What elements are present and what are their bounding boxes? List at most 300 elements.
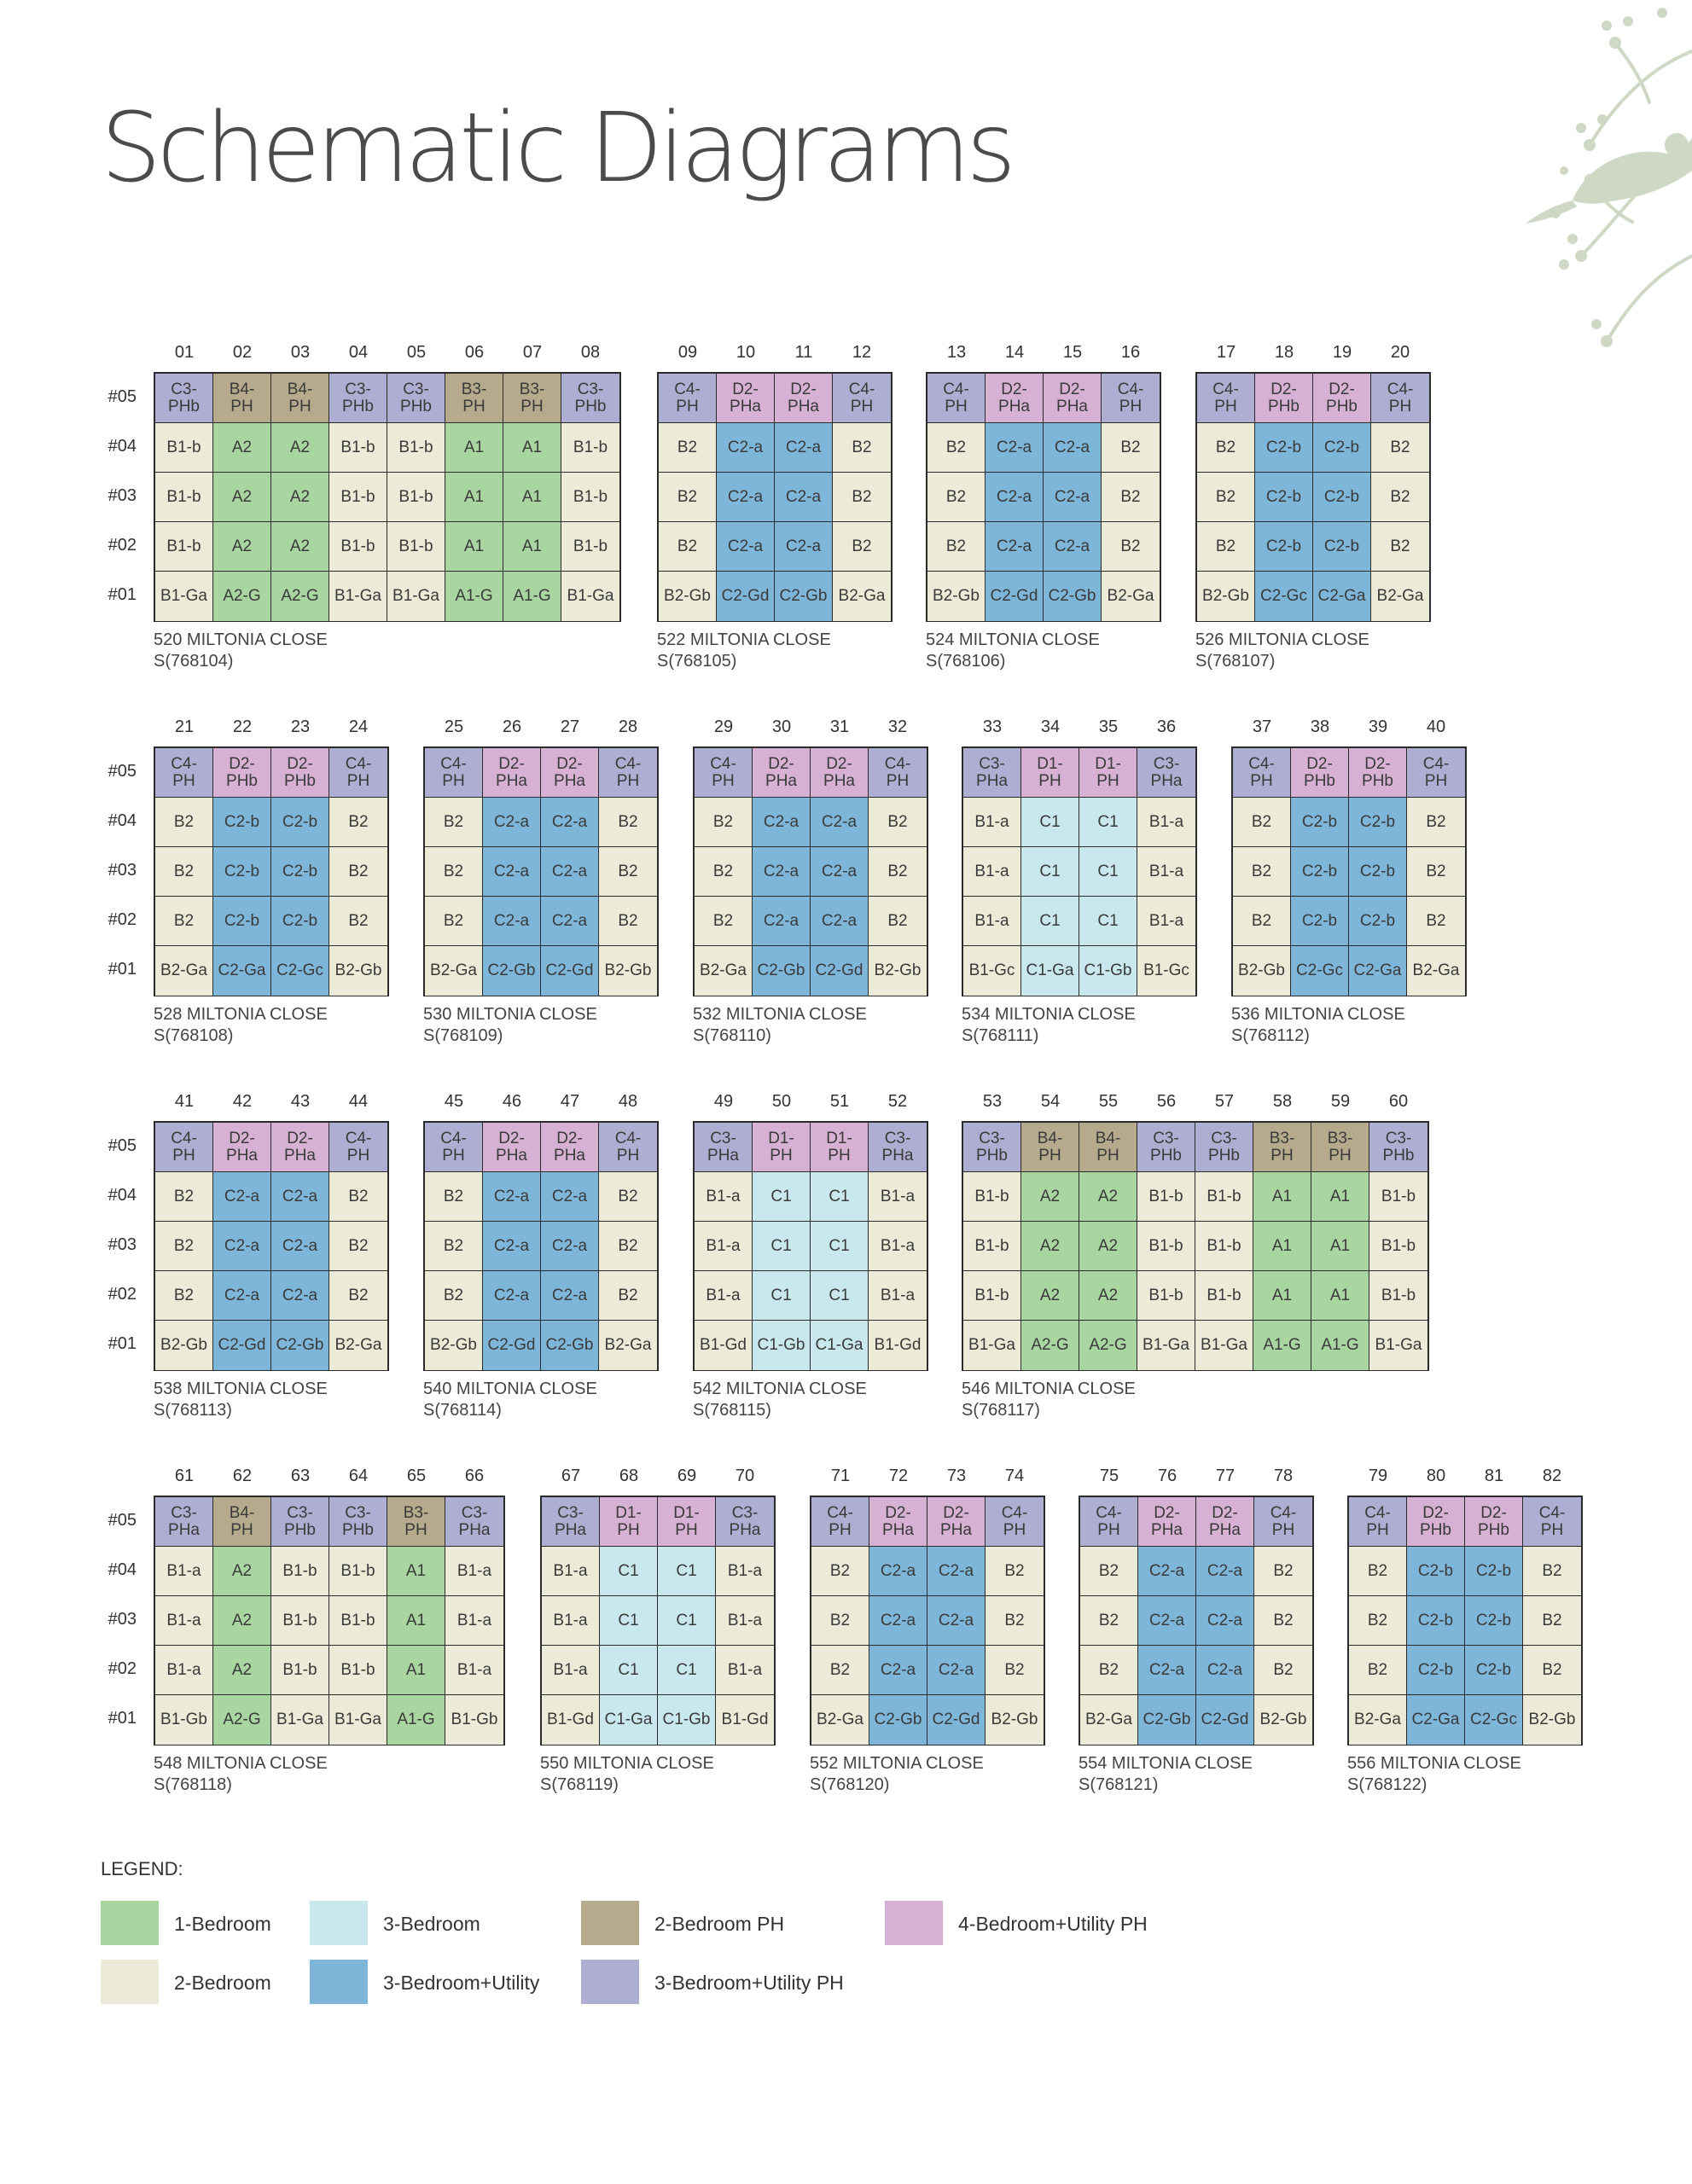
ground-unit-cell: C1-Gb [753, 1321, 811, 1370]
penthouse-cell: B3- PH [1311, 1123, 1369, 1172]
street-address: 546 MILTONIA CLOSE [962, 1380, 1136, 1398]
ground-unit-cell: A2-G [271, 572, 329, 621]
unit-cell: C2-a [811, 798, 869, 847]
unit-cell: B2 [599, 1271, 657, 1321]
unit-cell: B2 [599, 1222, 657, 1271]
penthouse-cell: C4- PH [155, 1123, 213, 1172]
penthouse-cell: D2- PHa [869, 1497, 927, 1547]
block-address [540, 1753, 714, 1796]
block-address [1231, 1004, 1405, 1047]
penthouse-cell: C4- PH [986, 1497, 1044, 1547]
unit-cell: A1 [1253, 1172, 1311, 1222]
postal-code: S(768108) [154, 1026, 234, 1045]
unit-cell: C2-a [1044, 522, 1102, 572]
unit-cell: B2 [155, 1172, 213, 1222]
ground-unit-cell: B2-Ga [695, 946, 753, 996]
unit-cell: C2-a [541, 1271, 599, 1321]
penthouse-cell: C3- PHa [1137, 748, 1195, 798]
unit-cell: B1-b [329, 522, 387, 572]
unit-number: 27 [560, 717, 580, 736]
unit-number: 58 [1272, 1092, 1293, 1111]
ground-unit-cell: B2-Ga [1371, 572, 1429, 621]
penthouse-cell: D2- PHa [1196, 1497, 1254, 1547]
penthouse-cell: B3- PH [445, 374, 503, 423]
ground-unit-cell: A2-G [213, 572, 271, 621]
unit-number: 04 [348, 343, 369, 362]
unit-cell: A1 [1253, 1222, 1311, 1271]
unit-cell: C2-a [775, 522, 833, 572]
unit-cell: C1 [1021, 798, 1079, 847]
ground-unit-cell: B2-Ga [1349, 1695, 1407, 1745]
unit-grid [962, 746, 1197, 996]
unit-cell: C1 [1079, 847, 1137, 897]
floor-label: #01 [108, 960, 137, 979]
unit-cell: A1 [1311, 1172, 1369, 1222]
unit-cell: B2 [811, 1596, 869, 1646]
unit-number: 29 [713, 717, 734, 736]
unit-cell: C1 [1079, 897, 1137, 946]
unit-grid [962, 1121, 1429, 1371]
unit-cell: A2 [271, 473, 329, 522]
street-address: 554 MILTONIA CLOSE [1079, 1754, 1253, 1773]
postal-code: S(768109) [423, 1026, 503, 1045]
unit-cell: C1 [753, 1172, 811, 1222]
unit-cell: B1-a [445, 1547, 503, 1596]
penthouse-cell: C4- PH [1197, 374, 1255, 423]
unit-cell: C2-a [717, 522, 775, 572]
penthouse-cell: C3- PHb [271, 1497, 329, 1547]
unit-cell: A2 [1079, 1172, 1137, 1222]
unit-cell: C2-a [541, 847, 599, 897]
unit-number: 65 [406, 1467, 427, 1485]
floor-label: #05 [108, 1136, 137, 1155]
unit-cell: B1-b [561, 423, 619, 473]
ground-unit-cell: B2-Gb [329, 946, 387, 996]
ground-unit-cell: C2-Gd [927, 1695, 986, 1745]
unit-cell: B1-b [155, 522, 213, 572]
unit-cell: B1-b [1195, 1222, 1253, 1271]
unit-cell: B2 [927, 473, 986, 522]
unit-number: 48 [618, 1092, 638, 1111]
penthouse-cell: D2- PHa [213, 1123, 271, 1172]
floor-label: #04 [108, 1560, 137, 1579]
unit-cell: A2 [271, 423, 329, 473]
postal-code: S(768106) [926, 652, 1006, 671]
unit-cell: B1-a [963, 897, 1021, 946]
unit-number: 36 [1156, 717, 1177, 736]
street-address: 538 MILTONIA CLOSE [154, 1380, 328, 1398]
ground-unit-cell: A2-G [1021, 1321, 1079, 1370]
penthouse-cell: D2- PHa [483, 1123, 541, 1172]
unit-cell: C2-b [1465, 1646, 1523, 1695]
unit-cell: B2 [599, 897, 657, 946]
penthouse-cell: D1- PH [600, 1497, 658, 1547]
unit-grid [154, 1496, 505, 1745]
unit-cell: B2 [833, 522, 891, 572]
unit-cell: C2-a [213, 1172, 271, 1222]
street-address: 522 MILTONIA CLOSE [657, 630, 831, 649]
unit-number: 78 [1273, 1467, 1294, 1485]
unit-cell: B2 [1407, 798, 1465, 847]
penthouse-cell: D2- PHb [1255, 374, 1313, 423]
ground-unit-cell: C2-Ga [1313, 572, 1371, 621]
unit-number: 03 [290, 343, 311, 362]
unit-cell: B1-a [716, 1547, 774, 1596]
penthouse-cell: B3- PH [387, 1497, 445, 1547]
postal-code: S(768114) [423, 1401, 502, 1420]
penthouse-cell: C4- PH [659, 374, 717, 423]
unit-cell: B1-b [1369, 1271, 1427, 1321]
penthouse-cell: C3- PHb [155, 374, 213, 423]
unit-cell: B1-a [542, 1547, 600, 1596]
unit-grid [154, 372, 621, 622]
unit-number: 79 [1368, 1467, 1388, 1485]
unit-number: 09 [677, 343, 698, 362]
ground-unit-cell: B2-Gb [1523, 1695, 1581, 1745]
penthouse-cell: C4- PH [599, 1123, 657, 1172]
unit-number: 60 [1388, 1092, 1409, 1111]
unit-cell: C1 [658, 1547, 716, 1596]
ground-unit-cell: C2-Ga [1407, 1695, 1465, 1745]
ground-unit-cell: C2-Gd [717, 572, 775, 621]
ground-unit-cell: C2-Gd [541, 946, 599, 996]
penthouse-cell: D2- PHa [811, 748, 869, 798]
unit-grid [1079, 1496, 1314, 1745]
unit-cell: C2-a [775, 473, 833, 522]
unit-grid [423, 1121, 659, 1371]
unit-number: 12 [852, 343, 872, 362]
unit-number: 76 [1157, 1467, 1177, 1485]
unit-number: 50 [771, 1092, 792, 1111]
unit-number: 59 [1330, 1092, 1351, 1111]
ground-unit-cell: B1-Gd [695, 1321, 753, 1370]
penthouse-cell: C4- PH [1371, 374, 1429, 423]
unit-number: 08 [580, 343, 601, 362]
unit-cell: B1-a [716, 1646, 774, 1695]
unit-cell: C2-a [811, 897, 869, 946]
floor-label: #03 [108, 1610, 137, 1629]
street-address: 540 MILTONIA CLOSE [423, 1380, 597, 1398]
penthouse-cell: C4- PH [1102, 374, 1160, 423]
block-schematic [1079, 1467, 1314, 1820]
unit-number: 61 [174, 1467, 195, 1485]
unit-cell: C2-b [1313, 423, 1371, 473]
unit-number: 25 [444, 717, 464, 736]
block-schematic [154, 1467, 505, 1820]
unit-cell: C2-b [1349, 897, 1407, 946]
unit-cell: B2 [425, 1172, 483, 1222]
legend-swatch [101, 1960, 159, 2004]
unit-cell: A1 [1311, 1222, 1369, 1271]
unit-cell: B1-a [1137, 897, 1195, 946]
ground-unit-cell: C2-Gb [753, 946, 811, 996]
unit-cell: B2 [425, 1271, 483, 1321]
unit-cell: B1-b [155, 473, 213, 522]
unit-number: 35 [1098, 717, 1119, 736]
legend-label: 3-Bedroom [383, 1913, 480, 1935]
unit-number: 57 [1214, 1092, 1235, 1111]
unit-cell: C1 [600, 1646, 658, 1695]
unit-cell: B2 [1254, 1646, 1312, 1695]
unit-cell: B1-b [1137, 1172, 1195, 1222]
postal-code: S(768119) [540, 1775, 619, 1794]
unit-cell: B2 [811, 1646, 869, 1695]
ground-unit-cell: C1-Ga [1021, 946, 1079, 996]
unit-cell: B2 [1254, 1596, 1312, 1646]
unit-number: 80 [1426, 1467, 1446, 1485]
unit-cell: B2 [659, 473, 717, 522]
penthouse-cell: C3- PHa [695, 1123, 753, 1172]
unit-cell: B1-a [155, 1646, 213, 1695]
block-schematic [693, 717, 928, 1071]
block-address [154, 1379, 328, 1421]
penthouse-cell: D2- PHa [541, 1123, 599, 1172]
floor-label: #05 [108, 762, 137, 781]
penthouse-cell: B4- PH [1021, 1123, 1079, 1172]
unit-number: 82 [1542, 1467, 1562, 1485]
unit-cell: A2 [213, 1646, 271, 1695]
unit-cell: C1 [811, 1271, 869, 1321]
penthouse-cell: C4- PH [155, 748, 213, 798]
ground-unit-cell: B1-Ga [561, 572, 619, 621]
unit-cell: B2 [1407, 847, 1465, 897]
block-address [657, 630, 831, 672]
street-address: 556 MILTONIA CLOSE [1347, 1754, 1521, 1773]
unit-number: 81 [1484, 1467, 1504, 1485]
unit-cell: B1-b [963, 1271, 1021, 1321]
penthouse-cell: D2- PHb [1349, 748, 1407, 798]
postal-code: S(768120) [810, 1775, 890, 1794]
unit-number: 38 [1310, 717, 1330, 736]
unit-cell: B2 [1080, 1547, 1138, 1596]
unit-cell: B2 [1523, 1596, 1581, 1646]
unit-cell: C1 [600, 1596, 658, 1646]
unit-cell: B2 [869, 897, 927, 946]
street-address: 552 MILTONIA CLOSE [810, 1754, 984, 1773]
legend-label: 2-Bedroom [174, 1972, 271, 1994]
unit-cell: B1-b [329, 1547, 387, 1596]
unit-number: 31 [829, 717, 850, 736]
ground-unit-cell: C2-Gb [869, 1695, 927, 1745]
penthouse-cell: D2- PHb [213, 748, 271, 798]
penthouse-cell: C4- PH [1349, 1497, 1407, 1547]
floor-label: #04 [108, 437, 137, 456]
unit-cell: B1-b [387, 423, 445, 473]
unit-cell: C2-a [986, 522, 1044, 572]
street-address: 520 MILTONIA CLOSE [154, 630, 328, 649]
floor-label: #05 [108, 1511, 137, 1530]
unit-cell: B2 [1371, 473, 1429, 522]
unit-cell: B2 [833, 423, 891, 473]
unit-cell: A1 [503, 423, 561, 473]
ground-unit-cell: B1-Gd [542, 1695, 600, 1745]
unit-cell: B2 [599, 1172, 657, 1222]
unit-number: 42 [232, 1092, 253, 1111]
block-address [1079, 1753, 1253, 1796]
unit-number: 05 [406, 343, 427, 362]
legend-label: 3-Bedroom+Utility PH [654, 1972, 844, 1994]
unit-cell: B2 [695, 798, 753, 847]
penthouse-cell: C4- PH [599, 748, 657, 798]
unit-number: 55 [1098, 1092, 1119, 1111]
unit-cell: B2 [155, 847, 213, 897]
penthouse-cell: C3- PHb [1369, 1123, 1427, 1172]
unit-cell: B2 [1349, 1596, 1407, 1646]
ground-unit-cell: C2-Gd [811, 946, 869, 996]
unit-number: 73 [946, 1467, 967, 1485]
unit-cell: A1 [387, 1547, 445, 1596]
unit-cell: B2 [986, 1596, 1044, 1646]
unit-number: 01 [174, 343, 195, 362]
unit-number: 37 [1252, 717, 1272, 736]
unit-cell: B1-a [869, 1172, 927, 1222]
unit-cell: B2 [329, 847, 387, 897]
penthouse-cell: C4- PH [1080, 1497, 1138, 1547]
unit-number: 02 [232, 343, 253, 362]
unit-cell: B1-b [1195, 1271, 1253, 1321]
block-address [810, 1753, 984, 1796]
unit-number: 13 [946, 343, 967, 362]
unit-cell: C2-b [213, 798, 271, 847]
unit-cell: C2-a [753, 847, 811, 897]
legend-swatch [581, 1960, 639, 2004]
unit-cell: B2 [425, 897, 483, 946]
penthouse-cell: D1- PH [1021, 748, 1079, 798]
unit-cell: B2 [1102, 473, 1160, 522]
unit-cell: A2 [213, 473, 271, 522]
ground-unit-cell: A1-G [445, 572, 503, 621]
unit-cell: B1-b [155, 423, 213, 473]
unit-cell: B1-b [1369, 1172, 1427, 1222]
unit-number: 44 [348, 1092, 369, 1111]
ground-unit-cell: B2-Gb [425, 1321, 483, 1370]
floor-label: #04 [108, 1186, 137, 1205]
unit-number: 16 [1120, 343, 1141, 362]
ground-unit-cell: B2-Gb [1197, 572, 1255, 621]
unit-grid [540, 1496, 776, 1745]
legend-swatch [101, 1901, 159, 1945]
ground-unit-cell: C2-Gb [271, 1321, 329, 1370]
legend-swatch [885, 1901, 943, 1945]
penthouse-cell: D2- PHa [271, 1123, 329, 1172]
penthouse-cell: C3- PHb [561, 374, 619, 423]
unit-cell: C2-a [541, 897, 599, 946]
penthouse-cell: C3- PHb [1137, 1123, 1195, 1172]
unit-grid [154, 1121, 389, 1371]
unit-cell: C2-b [1255, 522, 1313, 572]
unit-cell: B1-a [695, 1172, 753, 1222]
unit-cell: C2-a [541, 798, 599, 847]
ground-unit-cell: C2-Gb [541, 1321, 599, 1370]
ground-unit-cell: C2-Gd [483, 1321, 541, 1370]
postal-code: S(768112) [1231, 1026, 1310, 1045]
ground-unit-cell: C2-Gd [1196, 1695, 1254, 1745]
penthouse-cell: C3- PHa [869, 1123, 927, 1172]
unit-cell: B2 [1233, 847, 1291, 897]
block-schematic [657, 343, 893, 696]
block-schematic [1347, 1467, 1583, 1820]
block-schematic [154, 717, 389, 1071]
unit-cell: B1-b [1195, 1172, 1253, 1222]
unit-cell: B2 [1102, 423, 1160, 473]
penthouse-cell: C4- PH [811, 1497, 869, 1547]
unit-cell: B1-a [155, 1547, 213, 1596]
legend-label: 3-Bedroom+Utility [383, 1972, 540, 1994]
unit-number: 56 [1156, 1092, 1177, 1111]
unit-cell: C2-b [1291, 897, 1349, 946]
unit-cell: B1-a [963, 847, 1021, 897]
block-address [962, 1379, 1136, 1421]
unit-cell: B1-a [716, 1596, 774, 1646]
unit-cell: B1-b [963, 1172, 1021, 1222]
unit-cell: B1-b [561, 473, 619, 522]
unit-grid [1347, 1496, 1583, 1745]
block-schematic [154, 1092, 389, 1445]
ground-unit-cell: C1-Ga [600, 1695, 658, 1745]
postal-code: S(768110) [693, 1026, 771, 1045]
unit-number: 06 [464, 343, 485, 362]
unit-cell: C2-a [927, 1547, 986, 1596]
street-address: 542 MILTONIA CLOSE [693, 1380, 867, 1398]
unit-cell: B2 [811, 1547, 869, 1596]
unit-number: 64 [348, 1467, 369, 1485]
unit-cell: C2-a [1138, 1646, 1196, 1695]
unit-cell: B2 [695, 847, 753, 897]
legend-swatch [310, 1960, 368, 2004]
unit-number: 30 [771, 717, 792, 736]
unit-cell: B1-b [1137, 1271, 1195, 1321]
unit-number: 69 [677, 1467, 697, 1485]
penthouse-cell: D2- PHb [1313, 374, 1371, 423]
unit-cell: C2-a [753, 798, 811, 847]
unit-cell: A2 [1021, 1172, 1079, 1222]
penthouse-cell: C3- PHa [716, 1497, 774, 1547]
unit-cell: B1-b [329, 1646, 387, 1695]
penthouse-cell: C4- PH [329, 748, 387, 798]
ground-unit-cell: B1-Ga [1195, 1321, 1253, 1370]
unit-number: 32 [887, 717, 908, 736]
unit-cell: B1-b [329, 473, 387, 522]
unit-cell: B2 [599, 798, 657, 847]
street-address: 536 MILTONIA CLOSE [1231, 1005, 1405, 1024]
unit-cell: C2-a [869, 1646, 927, 1695]
ground-unit-cell: C2-Gb [1138, 1695, 1196, 1745]
unit-cell: A1 [445, 522, 503, 572]
block-address [154, 1004, 328, 1047]
ground-unit-cell: B2-Gb [869, 946, 927, 996]
penthouse-cell: D2- PHb [1407, 1497, 1465, 1547]
ground-unit-cell: C2-Gd [986, 572, 1044, 621]
floor-label: #01 [108, 1709, 137, 1728]
ground-unit-cell: B2-Gb [1233, 946, 1291, 996]
unit-cell: C2-a [213, 1271, 271, 1321]
floor-label: #02 [108, 1285, 137, 1304]
unit-cell: C2-a [775, 423, 833, 473]
penthouse-cell: C4- PH [1407, 748, 1465, 798]
unit-cell: B2 [1523, 1646, 1581, 1695]
unit-cell: B1-a [445, 1646, 503, 1695]
unit-cell: B2 [1197, 473, 1255, 522]
unit-cell: B1-b [271, 1547, 329, 1596]
ground-unit-cell: C2-Gc [1465, 1695, 1523, 1745]
unit-cell: B2 [659, 522, 717, 572]
penthouse-cell: C4- PH [1523, 1497, 1581, 1547]
ground-unit-cell: B1-Ga [271, 1695, 329, 1745]
penthouse-cell: C3- PHa [542, 1497, 600, 1547]
bird-branch-decoration [1445, 0, 1692, 358]
penthouse-cell: C4- PH [425, 1123, 483, 1172]
ground-unit-cell: B2-Ga [155, 946, 213, 996]
